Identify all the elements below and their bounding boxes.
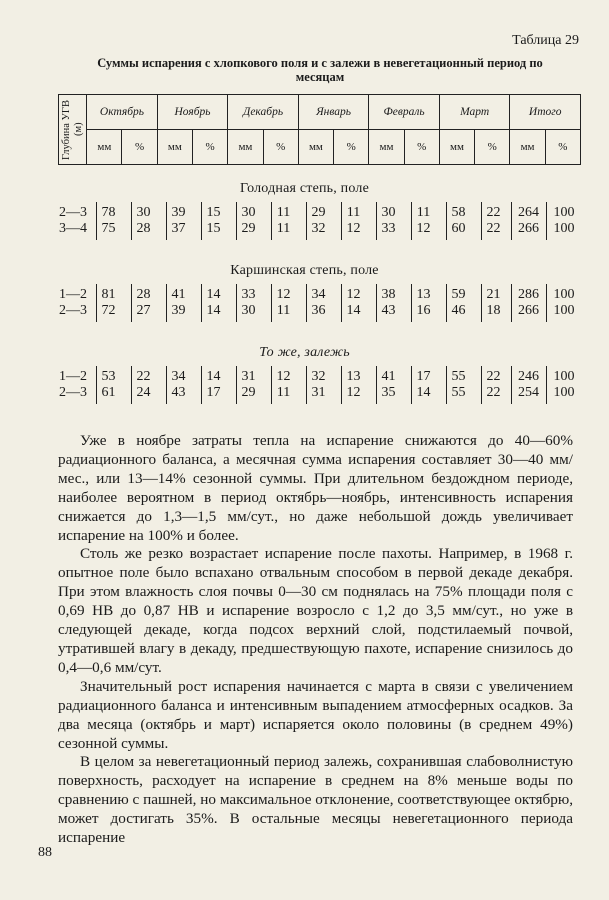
value-cell: 28: [136, 221, 151, 236]
value-cell: 246: [518, 369, 539, 384]
column-rule: [96, 366, 97, 404]
column-rule: [546, 284, 547, 322]
value-cell: 24: [136, 385, 151, 400]
depth-cell: 1—2: [59, 287, 87, 302]
value-cell: 11: [276, 303, 291, 318]
column-rule: [236, 366, 237, 404]
depth-header-cell: [59, 95, 87, 165]
value-cell: 22: [486, 369, 501, 384]
column-rule: [446, 284, 447, 322]
month-header: Февраль: [369, 95, 440, 130]
value-cell: 32: [311, 369, 326, 384]
value-cell: 12: [276, 369, 291, 384]
column-rule: [201, 366, 202, 404]
column-rule: [481, 366, 482, 404]
value-cell: 36: [311, 303, 326, 318]
depth-cell: 2—3: [59, 303, 87, 318]
value-cell: 72: [101, 303, 116, 318]
column-rule: [481, 202, 482, 240]
column-rule: [376, 202, 377, 240]
column-rule: [411, 366, 412, 404]
column-rule: [376, 366, 377, 404]
value-cell: 264: [518, 205, 539, 220]
column-rule: [131, 202, 132, 240]
column-rule: [131, 284, 132, 322]
value-cell: 60: [451, 221, 466, 236]
table-caption: Суммы испарения с хлопкового поля и с залежи в невегетационный период по месяцам: [97, 56, 543, 84]
value-cell: 75: [101, 221, 116, 236]
value-cell: 39: [171, 205, 186, 220]
depth-cell: 2—3: [59, 205, 87, 220]
value-cell: 11: [276, 205, 291, 220]
value-cell: 58: [451, 205, 466, 220]
value-cell: 14: [206, 287, 221, 302]
column-rule: [96, 284, 97, 322]
value-cell: 100: [553, 221, 575, 236]
table-header: [58, 94, 581, 165]
column-rule: [271, 366, 272, 404]
month-header: Ноябрь: [157, 95, 228, 130]
value-cell: 12: [346, 385, 361, 400]
column-rule: [271, 284, 272, 322]
paragraph: Значительный рост испарения начинается с марта в связи с увеличением радиационного баланса и интенсивным выпадением атмосферных осадков. За два месяца (октябрь и март) испаряется около половины (в среднем 49%) сезонной суммы.: [58, 677, 573, 752]
value-cell: 34: [311, 287, 326, 302]
table-row: [58, 302, 581, 320]
value-cell: 31: [311, 385, 326, 400]
column-rule: [201, 284, 202, 322]
value-cell: 286: [518, 287, 539, 302]
unit-percent: %: [404, 130, 439, 165]
value-cell: 14: [206, 303, 221, 318]
value-cell: 100: [553, 287, 575, 302]
value-cell: 33: [241, 287, 256, 302]
depth-cell: 2—3: [59, 385, 87, 400]
month-header: Декабрь: [228, 95, 299, 130]
section-title: То же, залежь: [259, 345, 350, 360]
value-cell: 22: [486, 385, 501, 400]
value-cell: 14: [206, 369, 221, 384]
column-rule: [201, 202, 202, 240]
value-cell: 41: [171, 287, 186, 302]
value-cell: 59: [451, 287, 466, 302]
unit-mm: мм: [87, 130, 122, 165]
value-cell: 33: [381, 221, 396, 236]
column-rule: [131, 366, 132, 404]
month-header: Март: [439, 95, 510, 130]
table-number-label: Таблица 29: [512, 33, 579, 48]
value-cell: 11: [416, 205, 431, 220]
value-cell: 38: [381, 287, 396, 302]
value-cell: 11: [346, 205, 361, 220]
value-cell: 14: [346, 303, 361, 318]
column-rule: [166, 284, 167, 322]
month-header: Октябрь: [87, 95, 158, 130]
column-rule: [166, 202, 167, 240]
month-header: Январь: [298, 95, 369, 130]
value-cell: 100: [553, 385, 575, 400]
section-title: Голодная степь, поле: [240, 181, 369, 196]
column-rule: [236, 202, 237, 240]
table-row: [58, 220, 581, 238]
column-rule: [446, 366, 447, 404]
column-rule: [96, 202, 97, 240]
column-rule: [446, 202, 447, 240]
column-rule: [306, 366, 307, 404]
value-cell: 22: [136, 369, 151, 384]
value-cell: 13: [346, 369, 361, 384]
unit-mm: мм: [298, 130, 333, 165]
value-cell: 13: [416, 287, 431, 302]
value-cell: 81: [101, 287, 116, 302]
value-cell: 41: [381, 369, 396, 384]
column-rule: [236, 284, 237, 322]
value-cell: 27: [136, 303, 151, 318]
column-rule: [271, 202, 272, 240]
column-rule: [481, 284, 482, 322]
value-cell: 100: [553, 205, 575, 220]
unit-mm: мм: [510, 130, 545, 165]
unit-mm: мм: [439, 130, 474, 165]
value-cell: 11: [276, 385, 291, 400]
value-cell: 55: [451, 369, 466, 384]
depth-header: Глубина УГВ (м): [60, 99, 84, 160]
column-rule: [341, 284, 342, 322]
unit-percent: %: [263, 130, 298, 165]
value-cell: 61: [101, 385, 116, 400]
unit-mm: мм: [228, 130, 263, 165]
value-cell: 11: [276, 221, 291, 236]
value-cell: 266: [518, 221, 539, 236]
value-cell: 29: [311, 205, 326, 220]
value-cell: 29: [241, 385, 256, 400]
unit-percent: %: [193, 130, 228, 165]
value-cell: 266: [518, 303, 539, 318]
value-cell: 29: [241, 221, 256, 236]
column-rule: [306, 202, 307, 240]
column-rule: [546, 202, 547, 240]
column-rule: [166, 366, 167, 404]
unit-mm: мм: [369, 130, 404, 165]
value-cell: 22: [486, 221, 501, 236]
unit-percent: %: [545, 130, 580, 165]
column-rule: [306, 284, 307, 322]
value-cell: 22: [486, 205, 501, 220]
value-cell: 254: [518, 385, 539, 400]
paragraph: Уже в ноябре затраты тепла на испарение снижаются до 40—60% радиационного баланса, а месячная сумма испарения составляет 30—40 мм/мес., или 13—14% сезонной суммы. При длительном бездождном периоде, наиболее вероятном в период октябрь—ноябрь, интенсивность испарения снижается до 1,3—1,5 мм/сут., но даже небольшой дождь увеличивает испарение на 100% и более.: [58, 432, 573, 544]
value-cell: 28: [136, 287, 151, 302]
column-rule: [411, 202, 412, 240]
value-cell: 55: [451, 385, 466, 400]
unit-percent: %: [475, 130, 510, 165]
value-cell: 30: [241, 205, 256, 220]
column-rule: [376, 284, 377, 322]
column-rule: [341, 202, 342, 240]
column-rule: [546, 366, 547, 404]
value-cell: 100: [553, 303, 575, 318]
value-cell: 12: [346, 221, 361, 236]
total-header: Итого: [510, 95, 581, 130]
value-cell: 34: [171, 369, 186, 384]
column-rule: [511, 366, 512, 404]
column-rule: [411, 284, 412, 322]
table-row: [58, 384, 581, 402]
column-rule: [511, 202, 512, 240]
value-cell: 16: [416, 303, 431, 318]
unit-percent: %: [122, 130, 157, 165]
value-cell: 12: [346, 287, 361, 302]
value-cell: 53: [101, 369, 116, 384]
value-cell: 18: [486, 303, 501, 318]
value-cell: 46: [451, 303, 466, 318]
value-cell: 12: [276, 287, 291, 302]
value-cell: 35: [381, 385, 396, 400]
value-cell: 43: [381, 303, 396, 318]
body-text: [58, 432, 573, 848]
value-cell: 30: [381, 205, 396, 220]
section-title: Каршинская степь, поле: [230, 263, 379, 278]
column-rule: [341, 366, 342, 404]
unit-mm: мм: [157, 130, 192, 165]
value-cell: 12: [416, 221, 431, 236]
value-cell: 32: [311, 221, 326, 236]
value-cell: 37: [171, 221, 186, 236]
value-cell: 14: [416, 385, 431, 400]
value-cell: 15: [206, 221, 221, 236]
paragraph: Столь же резко возрастает испарение после пахоты. Например, в 1968 г. опытное поле было вспахано отвальным способом в первой декаде декабря. При этом влажность слоя почвы 0—30 см поднялась на 75% площади поля с 0,69 НВ до 0,87 НВ и испарение возросло с 1,2 до 3,5 мм/сут., но уже в следующей декаде, когда подсох верхний слой, подстилаемый почвой, утратившей влагу в декаду, предшествующую пахоте, испарение снизилось до 0,4—0,6 мм/сут.: [58, 545, 573, 676]
value-cell: 21: [486, 287, 501, 302]
value-cell: 15: [206, 205, 221, 220]
value-cell: 30: [136, 205, 151, 220]
value-cell: 78: [101, 205, 116, 220]
paragraph: В целом за невегетационный период залежь, сохранившая слабоволнистую поверхность, расходует на испарение в среднем на 8% меньше воды по сравнению с пашней, но максимальное отклонение, соответствующее октябрю, может достигать 35%. В остальные месяцы невегетационного периода испарение: [58, 753, 573, 847]
value-cell: 39: [171, 303, 186, 318]
value-cell: 100: [553, 369, 575, 384]
depth-cell: 1—2: [59, 369, 87, 384]
unit-percent: %: [334, 130, 369, 165]
value-cell: 17: [206, 385, 221, 400]
value-cell: 17: [416, 369, 431, 384]
value-cell: 43: [171, 385, 186, 400]
column-rule: [511, 284, 512, 322]
value-cell: 31: [241, 369, 256, 384]
value-cell: 30: [241, 303, 256, 318]
depth-cell: 3—4: [59, 221, 87, 236]
page-number: 88: [38, 845, 52, 860]
